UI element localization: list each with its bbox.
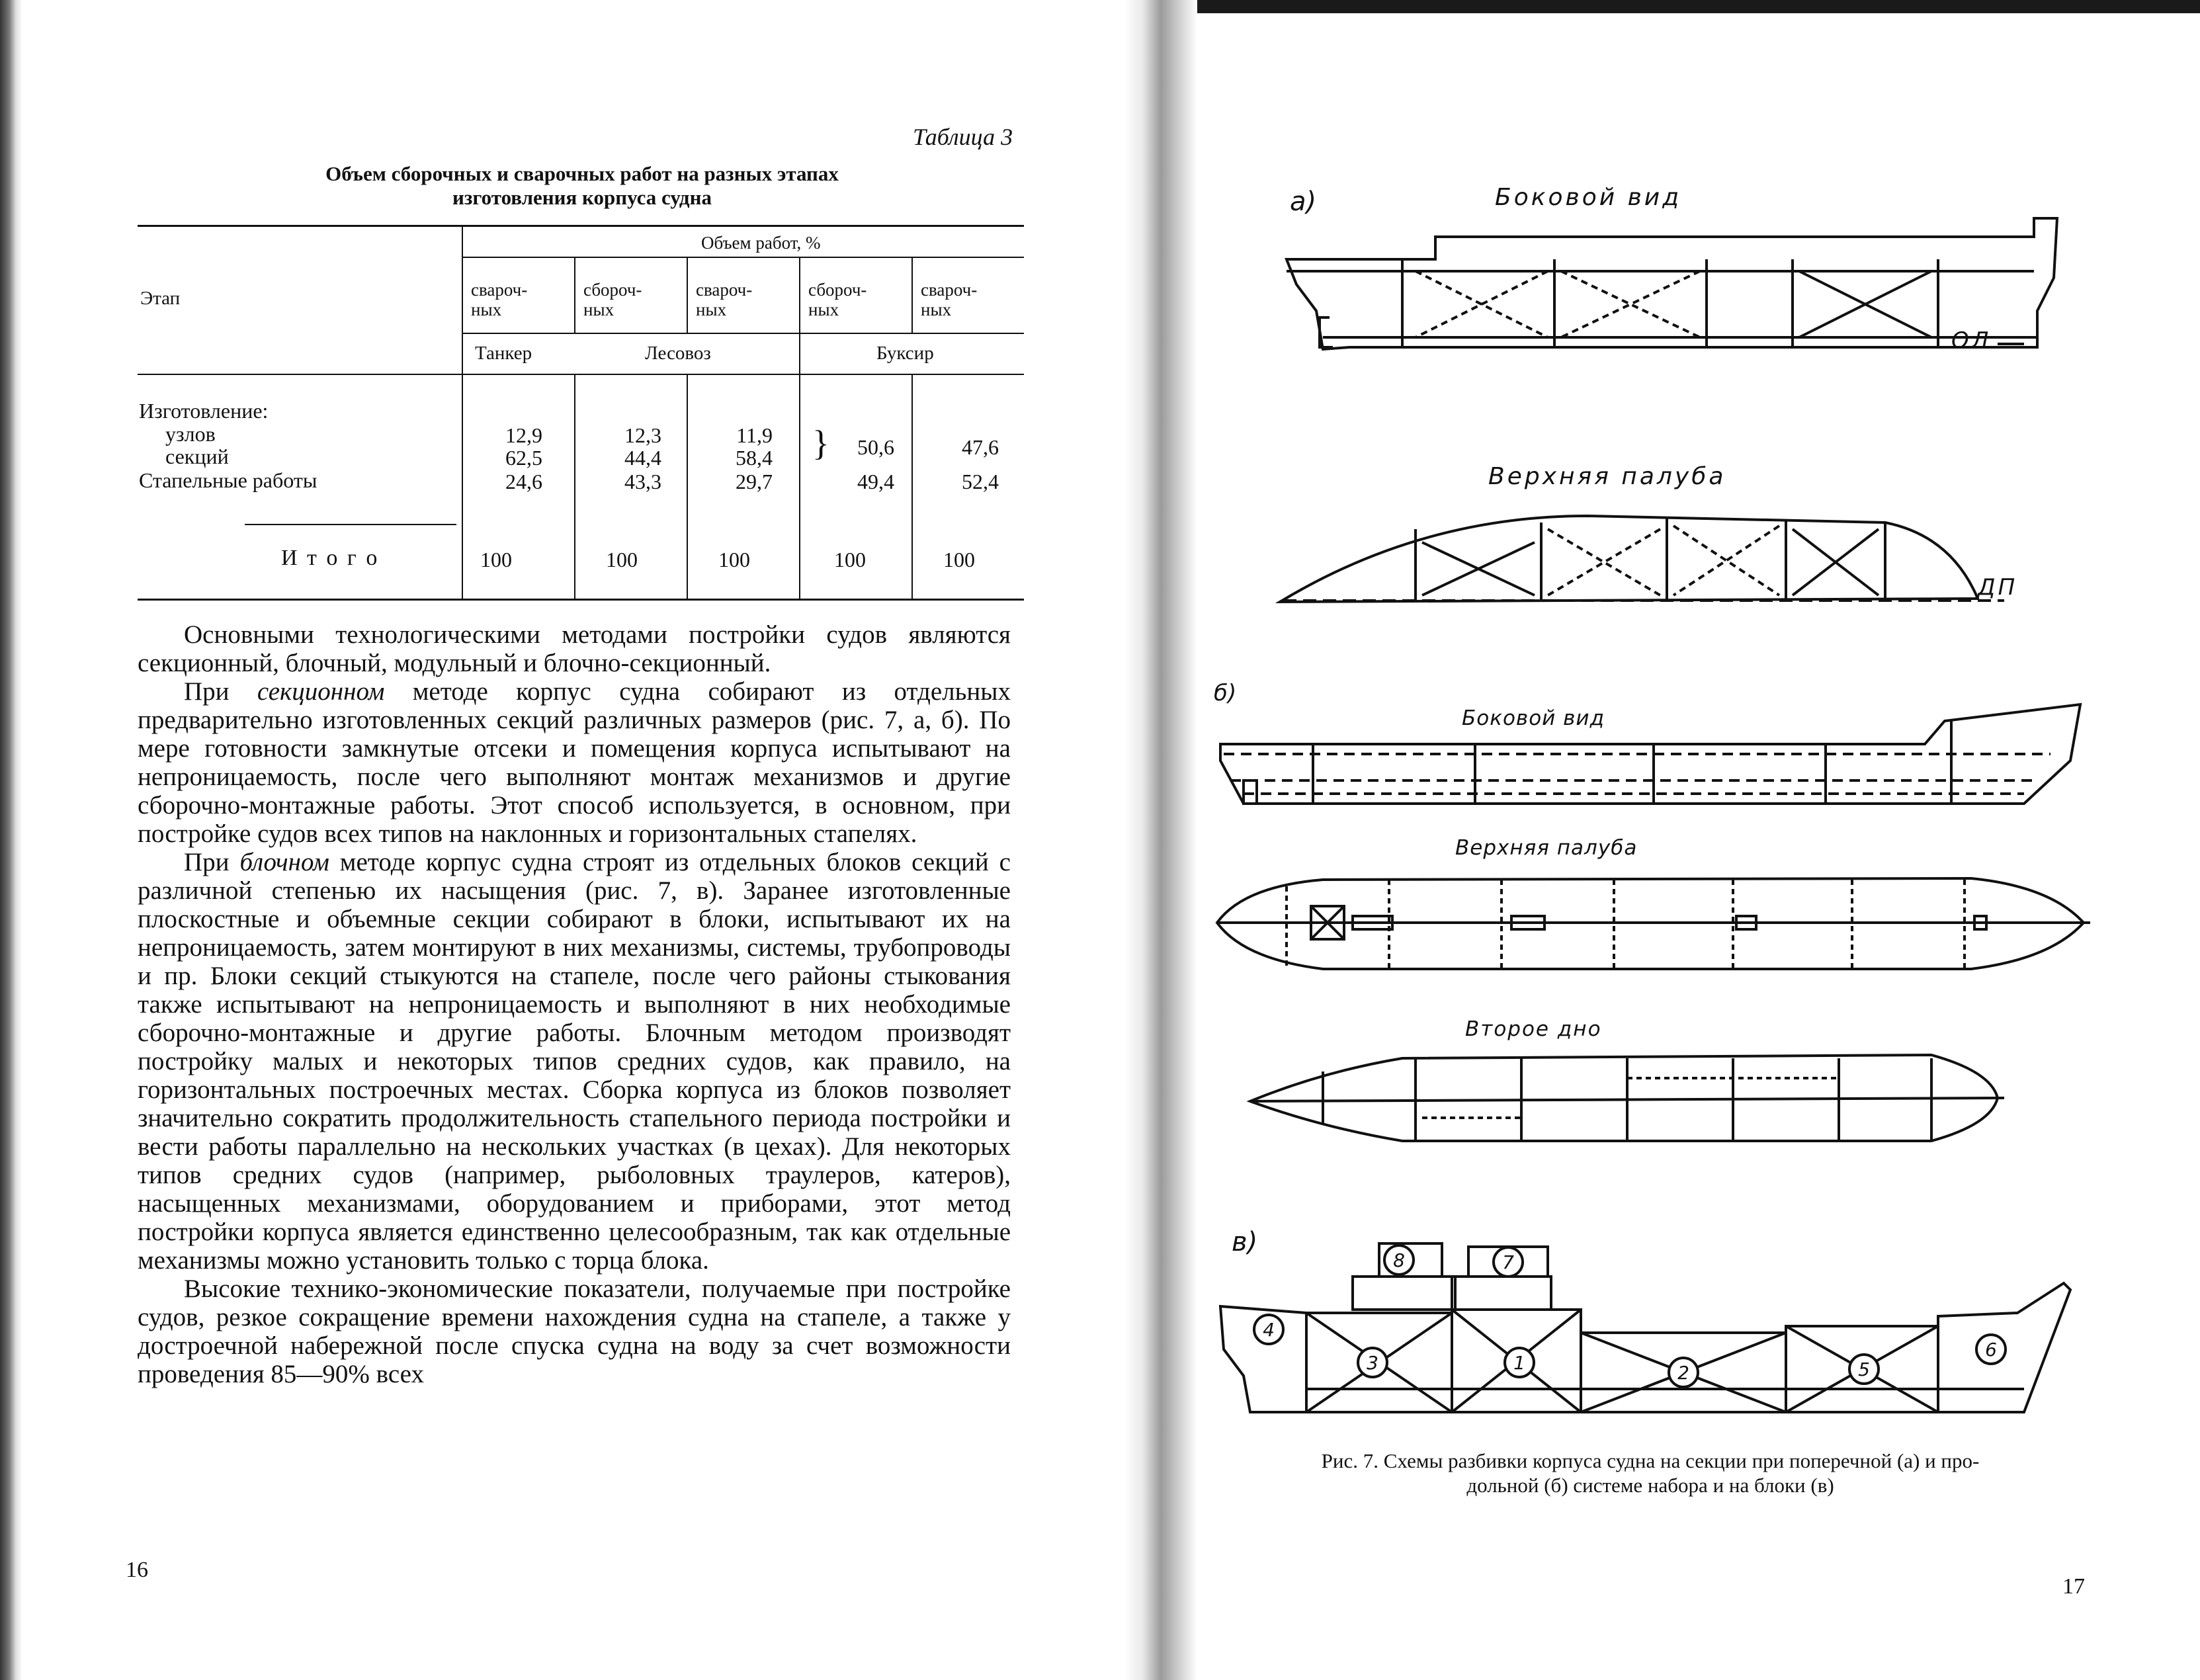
fig-b-deck-title: Верхняя палуба [1455, 836, 1638, 860]
v-blocks-view [1220, 1243, 2070, 1412]
block-3-label: 3 [1367, 1352, 1378, 1374]
row-slipway: Стапельные работы [139, 468, 317, 492]
ship-tanker: Танкер [475, 343, 532, 364]
brace: } [812, 423, 829, 463]
table-title: Объем сборочных и сварочных работ на разных этапах изготовления корпуса судна [325, 162, 839, 209]
paragraph-2: При секционном методе корпус судна собирают из отдельных предварительно изготовленных секций различных размеров (рис. 7, а, б). По мере готовности замкнутые отсеки и помещения корпуса испытывают на непроницаемость, после чего выполняют монтаж механизмов и другие сборочно-монтажные работы. Этот способ используется, в основном, при постройке судов всех типов на наклонных и горизонтальных стапелях. [138, 677, 1011, 848]
row-manufacturing: Изготовление: [139, 399, 269, 423]
a-deck-view [1280, 516, 2004, 602]
fig-a-deck-title: Верхняя палуба [1488, 463, 1726, 490]
fig-b-bottom-title: Второе дно [1465, 1017, 1602, 1041]
total-4: 100 [834, 548, 866, 571]
fig-a-ol: ОЛ [1951, 327, 1992, 354]
b-side-view [1220, 704, 2080, 804]
cell-timber-w-sections: 58,4 [736, 446, 773, 470]
total-2: 100 [606, 548, 638, 571]
sub-header-3: свароч- ных [696, 280, 753, 319]
block-7-label: 7 [1502, 1251, 1514, 1273]
paragraph-1: Основными технологическими методами постройки судов являются секционный, блочный, модульный и блочно-секционный. [138, 620, 1011, 677]
block-2-label: 2 [1677, 1362, 1689, 1384]
cell-tug-w-manuf: 47,6 [962, 435, 999, 459]
cell-timber-a-nodes: 12,3 [624, 423, 661, 447]
cell-tanker-slipway: 24,6 [505, 470, 542, 493]
b-deck-view [1217, 878, 2090, 969]
cell-tug-a-manuf: 50,6 [857, 435, 894, 459]
total-5: 100 [943, 548, 975, 571]
col-stage: Этап [140, 288, 181, 309]
total-3: 100 [718, 548, 750, 571]
block-6-label: 6 [1985, 1339, 1997, 1361]
fig-a-dp: ДП [1978, 574, 2018, 601]
block-4-label: 4 [1263, 1319, 1275, 1341]
cell-timber-a-sections: 44,4 [624, 446, 661, 470]
paragraph-4: Высокие технико-экономические показатели, получаемые при постройке судов, резкое сокращение времени нахождения судна на стапеле, а также у достроечной набережной после спуска судна на воду за счет возможности проведения 85—90% всех [138, 1275, 1011, 1388]
ship-tug: Буксир [876, 343, 934, 364]
page-number-right: 17 [2062, 1574, 2085, 1599]
sub-header-1: свароч- ных [471, 280, 528, 319]
row-total: И т о г о [281, 546, 380, 570]
row-sections: секций [165, 444, 229, 468]
block-1-label: 1 [1513, 1352, 1525, 1374]
sub-header-5: свароч- ных [921, 280, 978, 319]
b-bottom-view [1250, 1055, 2004, 1141]
block-5-label: 5 [1858, 1359, 1870, 1380]
sub-header-2: сбороч- ных [583, 280, 642, 319]
sub-header-4: сбороч- ных [808, 280, 867, 319]
a-side-view [1287, 218, 2057, 349]
cell-timber-w-slipway: 29,7 [736, 470, 773, 493]
row-nodes: узлов [165, 422, 216, 446]
fig-a-side-title: Боковой вид [1495, 184, 1682, 211]
cell-timber-w-nodes: 11,9 [736, 423, 773, 447]
cell-tanker-sections: 62,5 [505, 446, 542, 470]
fig-b-label: б) [1214, 680, 1237, 706]
ship-timber: Лесовоз [645, 343, 711, 364]
col-volume: Объем работ, % [701, 233, 821, 253]
paragraph-3: При блочном методе корпус судна строят из отдельных блоков секций с различной степенью их насыщения (рис. 7, в). Заранее изготовленные плоскостные и объемные секции собирают в блоки, испытывают их на непроницаемость, затем монтируют в них механизмы, системы, трубопроводы и пр. Блоки секций стыкуются на стапеле, после чего районы стыкования также испытывают на непроницаемость и выполняют в них необходимые сборочно-монтажные и другие работы. Блочным методом производят постройку малых и некоторых типов средних судов, как правило, на горизонтальных построечных местах. Сборка корпуса из блоков позволяет значительно сократить продолжительность стапельного периода постройки и вести работы параллельно на нескольких участках (в цехах). Для некоторых типов средних судов (например, рыболовных траулеров, катеров), насыщенных механизмами, оборудованием и приборами, этот метод постройки корпуса является единственно целесообразным, так как отдельные механизмы можно установить только с торца блока. [138, 848, 1011, 1275]
block-8-label: 8 [1393, 1249, 1405, 1271]
table-label: Таблица 3 [913, 124, 1013, 150]
cell-tug-a-slipway: 49,4 [857, 470, 894, 493]
figure-caption: Рис. 7. Схемы разбивки корпуса судна на секции при поперечной (а) и про- дольной (б) системе набора и на блоки (в) [1321, 1449, 1980, 1497]
total-1: 100 [480, 548, 512, 571]
fig-a-label: а) [1290, 187, 1317, 217]
fig-b-side-title: Боковой вид [1462, 706, 1605, 730]
cell-timber-a-slipway: 43,3 [624, 470, 661, 493]
cell-tanker-nodes: 12,9 [505, 423, 542, 447]
cell-tug-w-slipway: 52,4 [962, 470, 999, 493]
page-number-left: 16 [126, 1558, 148, 1582]
fig-v-label: в) [1232, 1227, 1258, 1257]
